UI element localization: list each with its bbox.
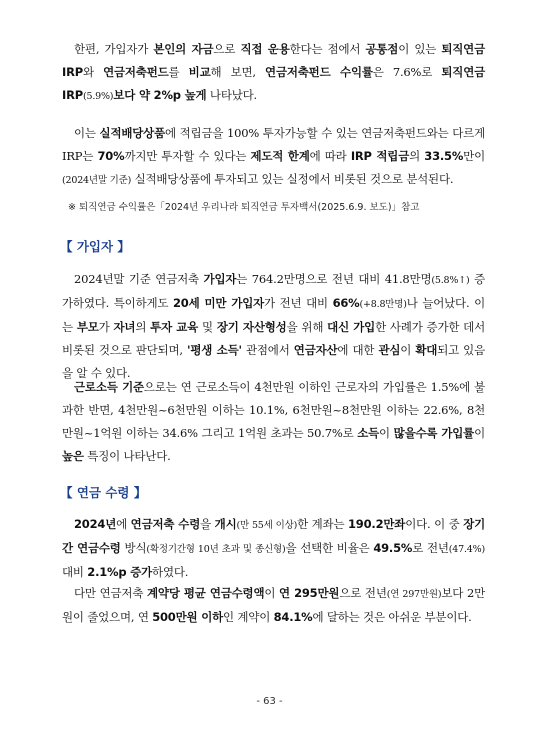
text: 으로 전년 [339,586,387,600]
paragraph-irp-comparison [62,38,485,108]
text: 에 따라 [309,149,351,163]
text: 한 사례가 증가한 데서 비롯된 것으로 판단되며, [62,320,486,357]
text-small: (5.9%) [82,91,114,102]
text: 는 764.2만명으로 전년 대비 41.8만명 [236,272,432,286]
section-heading-pension-receipt: 【 연금 수령 】 [60,485,147,500]
text: 이 [474,426,486,440]
text: 을 위해 [286,320,328,334]
text: 이 있는 [398,42,442,56]
text-bold: 본인의 자금 [153,42,214,56]
text-bold: 84.1% [273,610,313,624]
text-bold: 2.1%p 증가 [87,565,153,579]
text-bold: 비교 [188,65,211,79]
text-bold: 제도적 한계 [250,149,310,163]
text-bold: 근로소득 기준 [74,380,144,394]
text-bold: 부모 [76,320,99,334]
text: 은 7.6%로 [372,65,442,79]
text: 에 [116,517,131,531]
text-small: (확정기간형 10년 초과 및 종신형) [146,544,286,555]
text-bold: 대신 가입 [327,320,376,334]
text: 에 대한 [337,343,379,357]
text-small: (2024년말 기준) [62,175,132,186]
text: 으로 [213,42,241,56]
text: 되고 있음을 알 수 있다. [62,343,485,380]
text: 가 전년 대비 [264,296,333,310]
text-bold: 연금저축펀드 [103,65,169,79]
paragraph-irp-limit [62,122,485,192]
text-small: (47.4%) [448,544,485,555]
text: 을 [200,517,215,531]
text-bold: 퇴직연금 IRP [62,65,486,102]
text-bold: 투자 교육 [150,320,199,334]
text-small: (연 297만원) [386,589,442,600]
text: 해 보면, [210,65,266,79]
text-bold: 49.5% [373,541,413,555]
text-bold: 공통점 [365,42,399,56]
text: 나타났다. [206,88,257,102]
text: 이 [400,343,416,357]
text-bold: 직접 운용 [240,42,290,56]
text: 2024년말 기준 연금저축 [74,272,204,286]
page-number: - 63 - [256,696,283,707]
text-bold: 개시 [214,517,237,531]
text: 으로는 연 근로소득이 4천만원 이하인 근로자의 가입률은 1.5%에 불과한 반면, 4천만원~6천만원 이하는 10.1%, 6천만원~8천만원 이하는 22.6%, 8천만원~1억원 이하는 34.6% 그리고 1억원 초과는 50.7%로 [62,380,485,440]
text-bold: 장기 자산형성 [216,320,287,334]
text: 와 [82,65,104,79]
text-bold: 가입자 [203,272,237,286]
text-small: (5.8%↑) [431,275,470,286]
text-bold: 관심 [378,343,401,357]
text: 다만 연금저축 [74,586,148,600]
text-bold: 500만원 이하 [152,610,224,624]
text-bold: 33.5% [424,149,464,163]
text-bold: 계약당 평균 연금수령액 [147,586,265,600]
text: 이는 [74,126,100,140]
text: 가 [98,320,114,334]
text-bold: IRP 적립금 [350,149,410,163]
text: 에 달하는 것은 아쉬운 부분이다. [312,610,472,624]
text: 특징이 나타난다. [83,449,171,463]
text-bold: 자녀 [113,320,136,334]
text: 한 계좌는 [297,517,348,531]
text-bold: 높은 [62,449,84,463]
text-bold: 연금저축 수령 [130,517,201,531]
section-heading-subscribers: 【 가입자 】 [60,239,130,254]
text: 대비 [62,565,88,579]
text: 에 적립금을 100% 투자가능할 수 있는 연금저축펀드와는 다르게 IRP는 [62,126,485,163]
text: 보다 2만원이 줄었으며, 연 [62,586,485,624]
paragraph-average-pension [62,582,485,629]
text-bold: 연 295만원 [279,586,340,600]
text: 만이 [463,149,485,163]
text: 이다. 이 중 [405,517,464,531]
text: 이 [379,426,394,440]
paragraph-income-based [62,376,485,468]
paragraph-subscribers [62,268,485,385]
text: 의 [409,149,425,163]
text-bold: 퇴직연금 IRP [62,42,485,79]
text: 의 [135,320,151,334]
text-bold: 장기간 연금수령 [62,517,486,555]
text-small: (만 55세 이상) [236,520,298,531]
text-bold: 많을수록 가입률 [393,426,475,440]
text: 를 [168,65,189,79]
text-bold: '평생 소득' [187,343,242,357]
reference-note: ※ 퇴직연금 수익률은「2024년 우리나라 퇴직연금 투자백서(2025.6.9. 보도)」참고 [68,202,420,213]
text: 로 전년 [412,541,449,555]
text: 증가하였다. 특이하게도 [62,272,485,310]
text: 을 선택한 비율은 [285,541,374,555]
text-bold: 2024년 [74,517,117,531]
text-small: (+8.8만명) [359,299,407,310]
text-bold: 연금자산 [293,343,338,357]
text-bold: 20세 미만 가입자 [172,296,265,310]
text-bold: 소득 [357,426,380,440]
text-bold: 보다 약 2%p 높게 [113,88,207,102]
text: 및 [198,320,217,334]
text: 하였다. [152,565,189,579]
text: 한다는 점에서 [289,42,366,56]
text: 나 늘어났다. 이는 [62,296,485,334]
text-bold: 70% [97,149,125,163]
text-bold: 실적배당상품 [99,126,166,140]
text: 이 [264,586,280,600]
text: 한편, 가입자가 [74,42,154,56]
text: 실적배당상품에 투자되고 있는 실정에서 비롯된 것으로 분석된다. [131,172,454,186]
text: 인 계약이 [223,610,274,624]
text-bold: 66% [332,296,360,310]
text-bold: 190.2만좌 [348,517,406,531]
text-bold: 확대 [415,343,438,357]
paragraph-pension-receipt [62,513,485,584]
text: 관점에서 [241,343,294,357]
text-bold: 연금저축펀드 수익률 [265,65,373,79]
text: 방식 [120,541,147,555]
text: 까지만 투자할 수 있다는 [124,149,251,163]
